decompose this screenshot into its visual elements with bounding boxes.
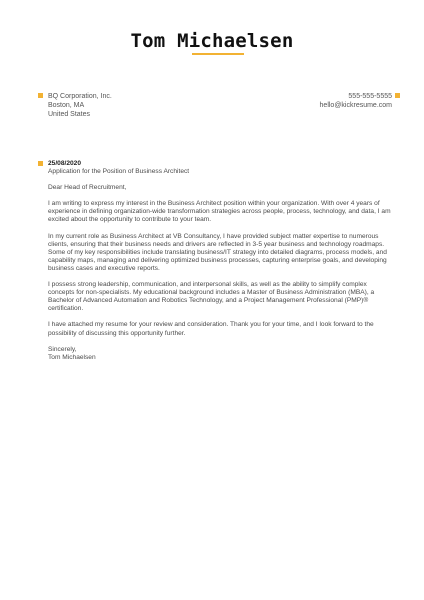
- applicant-name: Tom Michaelsen: [130, 30, 294, 52]
- contact-bullet-icon: [395, 93, 400, 98]
- contact-phone: 555-555-5555: [348, 93, 392, 100]
- letter-body: [48, 160, 392, 362]
- letter-paragraph: I possess strong leadership, communication, and interpersonal skills, as well as the ability to simplify complex concepts for non-specialists. My educational background includes a Master of Business Administration (MBA), a Bachelor of Advanced Automation and Robotics Technology, and a Project Management Professional (PMP)® certification.: [48, 281, 375, 313]
- sender-bullet-icon: [38, 93, 43, 98]
- letter-paragraph: In my current role as Business Architect at VB Consultancy, I have provided subject matter expertise to numerous clients, ensuring that their business needs and drivers are reflected in 3-5 year business and technology roadmaps. Some of my key responsibilities include translating business/IT strategy into detailed diagrams, process models, and capability maps, managing and delivering optimized business processes, capturing enterprise goals, and developing business cases and executive reports.: [48, 232, 387, 272]
- letter-paragraph: I am writing to express my interest in the Business Architect position within your organization. With over 4 years of experience in defining organization-wide transformation strategies across people, process, technology, and data, I am excited about the opportunity to contribute to your team.: [48, 200, 391, 224]
- letter-signature: Tom Michaelsen: [48, 353, 96, 361]
- date-bullet-icon: [38, 161, 43, 166]
- letter-paragraph: I have attached my resume for your review and consideration. Thank you for your time, and I look forward to the possibility of discussing this opportunity further.: [48, 321, 374, 337]
- letter-date: 25/08/2020: [48, 160, 82, 167]
- letter-closing: Sincerely,: [48, 345, 77, 353]
- title-accent-line: [192, 53, 244, 55]
- sender-city: Boston, MA: [48, 102, 85, 109]
- sender-country: United States: [48, 111, 91, 118]
- contact-info: [320, 92, 392, 110]
- sender-company: BQ Corporation, Inc.: [48, 93, 112, 100]
- letter-salutation: Dear Head of Recruitment,: [48, 184, 127, 192]
- sender-address: [48, 92, 112, 119]
- contact-email: hello@kickresume.com: [319, 102, 392, 109]
- letter-subject: Application for the Position of Business Architect: [48, 168, 190, 176]
